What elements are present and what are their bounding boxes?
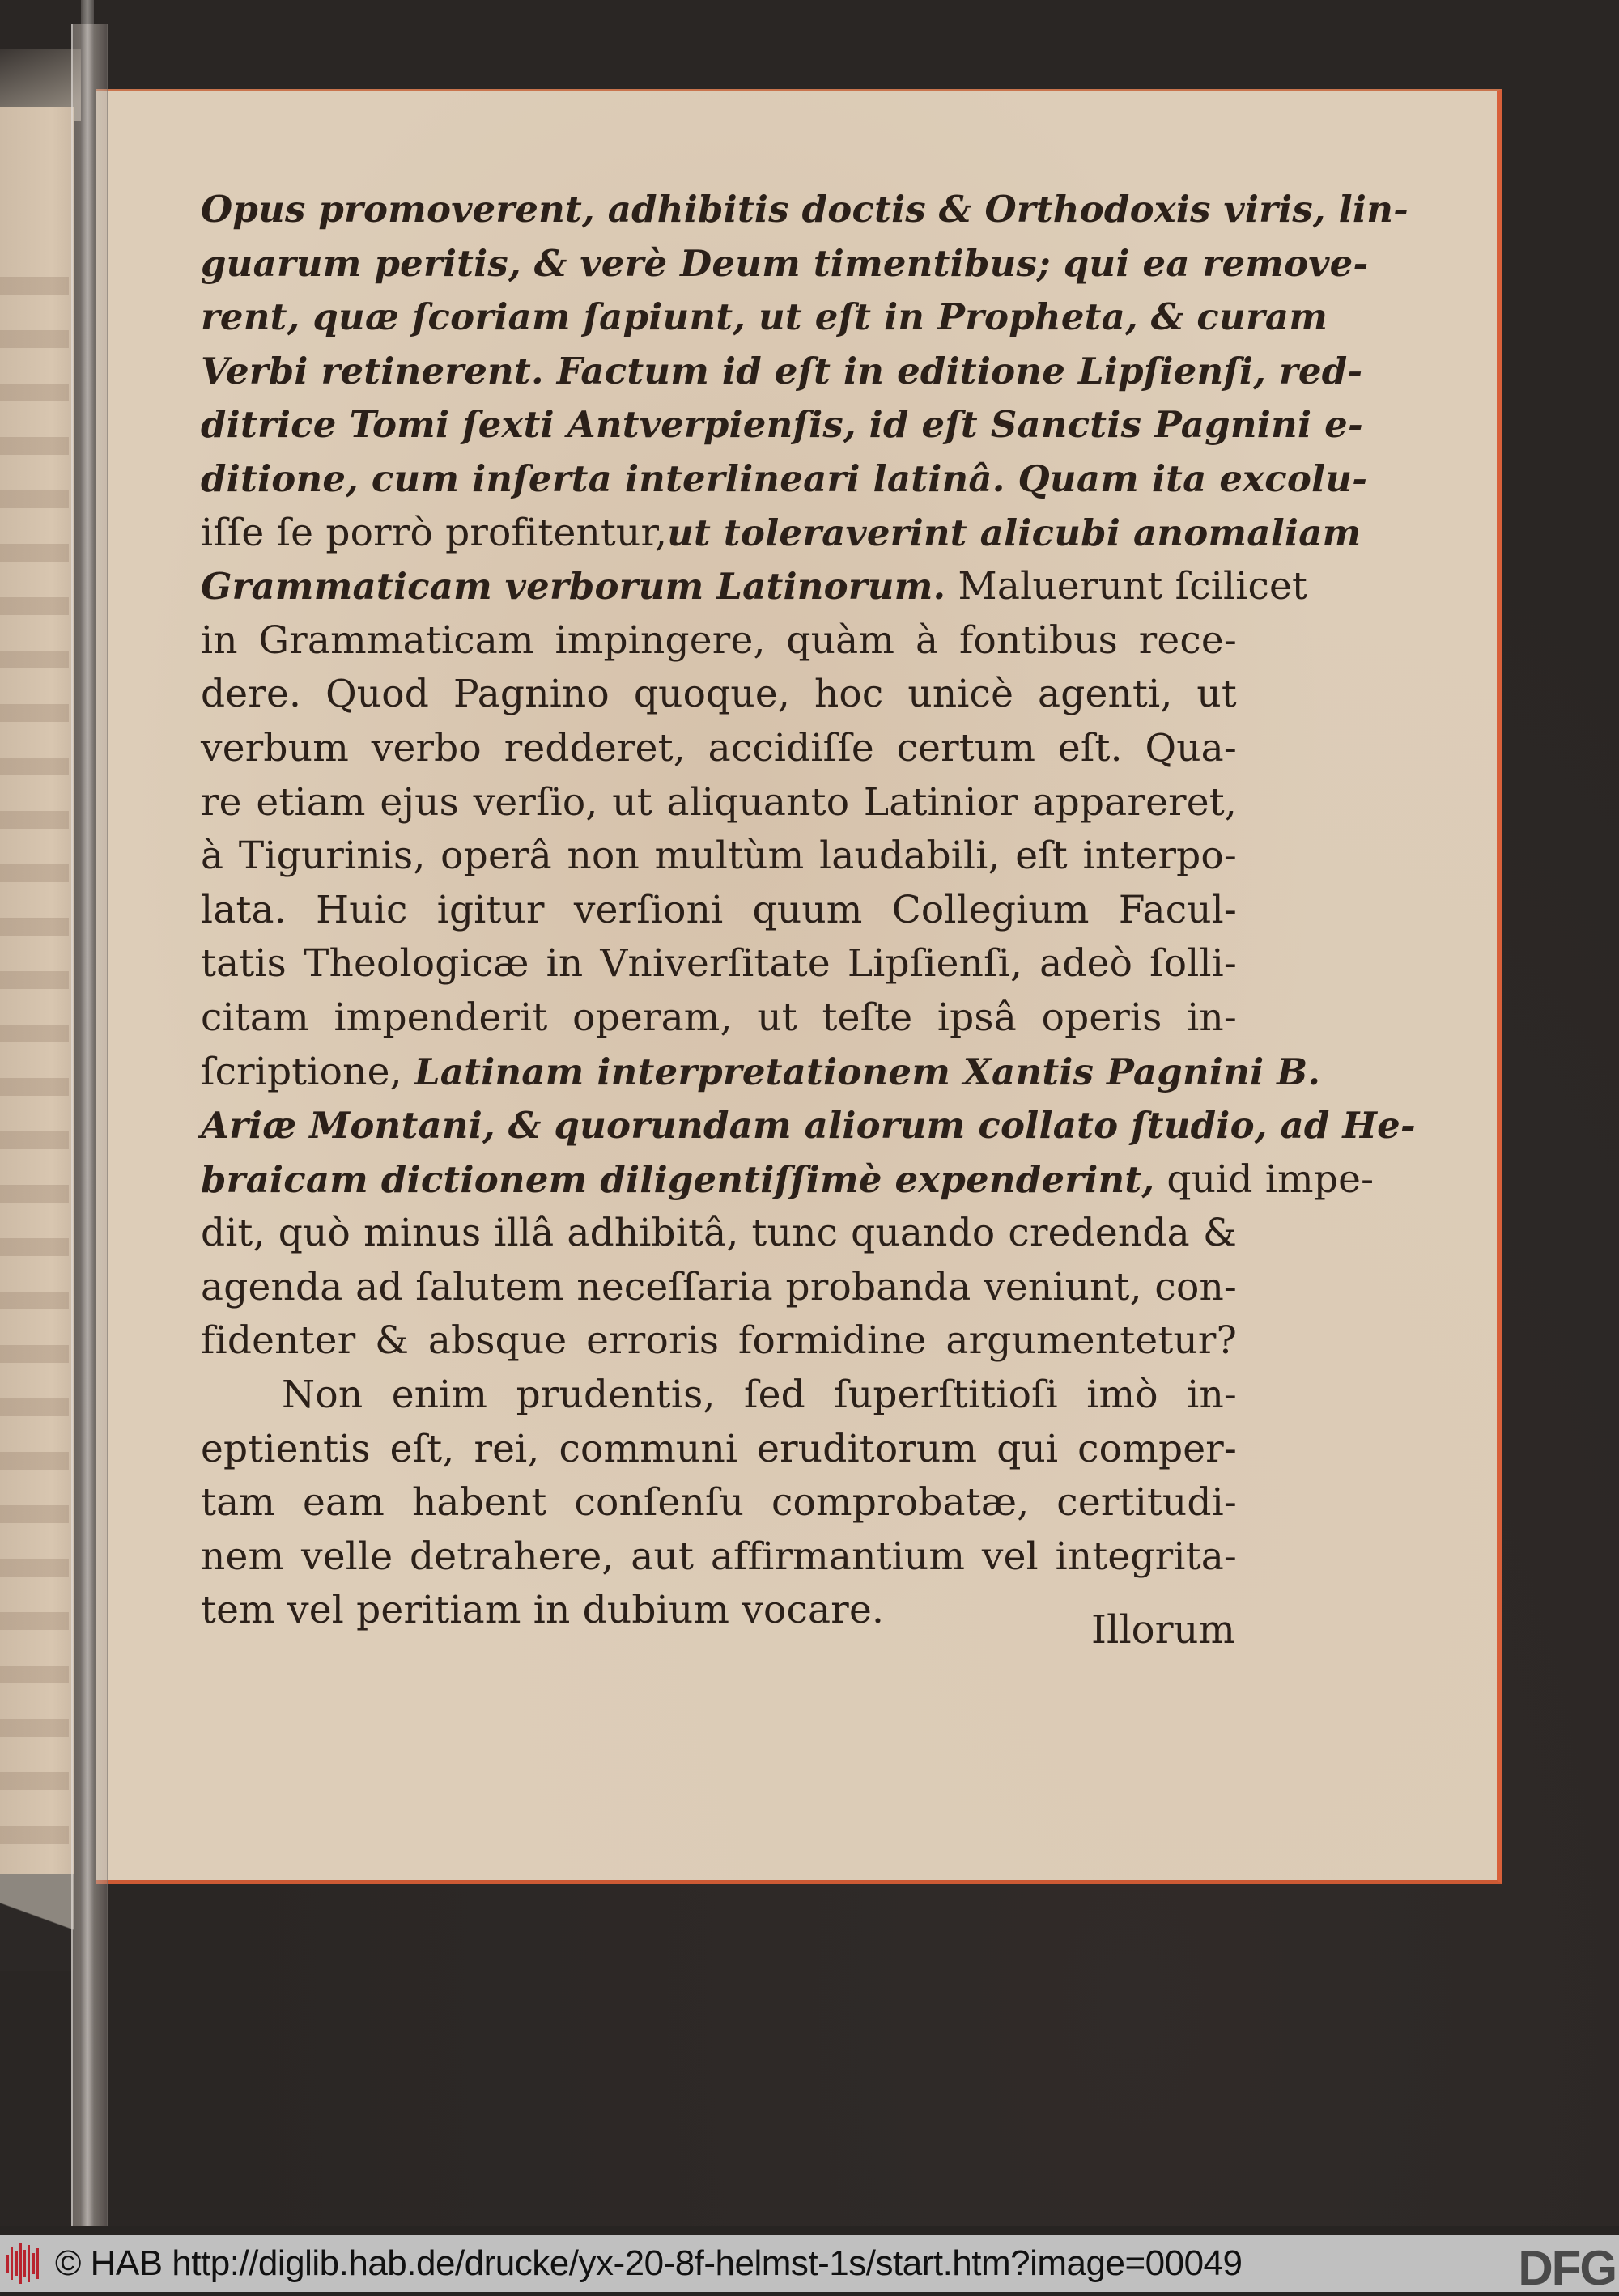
glass-rod xyxy=(81,0,94,2226)
text-line: guarum peritis, & verè Deum timentibus; qui ea remove- xyxy=(201,241,1369,285)
text-line: lata. Huic igitur verſioni quum Collegium Facul- xyxy=(201,887,1237,932)
text-line: in Grammaticam impingere, quàm à fontibus rece- xyxy=(201,618,1237,663)
catchword: Illorum xyxy=(1091,1607,1235,1653)
left-page-bottom-shadow xyxy=(0,1874,74,1971)
roman-run: quid impe- xyxy=(1154,1156,1375,1202)
roman-run: ſcriptione, xyxy=(201,1049,414,1094)
italic-run: Latinam interpretationem Xantis Pagnini B. xyxy=(414,1050,1321,1093)
text-line: re etiam ejus verſio, ut aliquanto Latinior appareret, xyxy=(201,779,1237,825)
left-facing-page xyxy=(0,107,74,1887)
text-line: nem velle detrahere, aut affirmantium vel integrita- xyxy=(201,1534,1237,1579)
text-line: Opus promoverent, adhibitis doctis & Orthodoxis viris, lin- xyxy=(201,188,1409,231)
text-line: dit, quò minus illâ adhibitâ, tunc quando credenda & xyxy=(201,1211,1237,1256)
left-page-show-through-text xyxy=(0,244,69,1944)
text-line: eptientis eſt, rei, communi eruditorum qui comper- xyxy=(201,1426,1237,1471)
text-line: rent, quæ ſcoriam ſapiunt, ut eſt in Propheta, & curam xyxy=(201,295,1328,339)
paragraph-start-line: Non enim prudentis, ſed ſuperſtitioſi imò in- xyxy=(282,1373,1237,1418)
text-line xyxy=(201,507,1362,561)
text-line: fidenter & absque erroris formidine argumentetur? xyxy=(201,1318,1237,1364)
text-line: ditrice Tomi ſexti Antverpienſis, id eſt Sanctis Pagnini e- xyxy=(201,403,1363,447)
footer-bar xyxy=(0,2235,1619,2295)
text-line: Ariæ Montani, & quorundam aliorum collato ſtudio, ad He- xyxy=(201,1104,1416,1148)
text-line: à Tigurinis, operâ non multùm laudabili, eſt interpo- xyxy=(201,834,1237,879)
text-line xyxy=(201,560,1308,614)
text-line: ditione, cum inſerta interlineari latinâ. Quam ita excolu- xyxy=(201,456,1368,500)
italic-run: Grammaticam verborum Latinorum. xyxy=(201,565,946,609)
text-line: verbum verbo redderet, accidiſſe certum eſt. Qua- xyxy=(201,725,1237,770)
page-text-block xyxy=(201,183,1416,1638)
italic-run: braicam dictionem diligentiſſimè expenderint, xyxy=(201,1157,1155,1201)
text-line: dere. Quod Pagnino quoque, hoc unicè agenti, ut xyxy=(201,672,1237,717)
roman-run: Maluerunt ſcilicet xyxy=(945,564,1308,609)
roman-run: iſſe ſe porrò profitentur, xyxy=(201,510,668,555)
text-line: tatis Theologicæ in Vniverſitate Lipſienſi, adeò ſolli- xyxy=(201,941,1237,987)
text-line: agenda ad ſalutem neceſſaria probanda veniunt, con- xyxy=(201,1264,1237,1309)
italic-run: ut toleraverint alicubi anomaliam xyxy=(667,511,1362,554)
text-line xyxy=(201,1046,1321,1100)
dfg-logo: DFG xyxy=(1518,2241,1616,2295)
text-line: citam impenderit operam, ut teſte ipsâ operis in- xyxy=(201,995,1237,1040)
hab-logo-icon xyxy=(6,2242,39,2285)
text-line: Verbi retinerent. Factum id eſt in editione Lipſienſi, red- xyxy=(201,349,1363,393)
copyright-url[interactable]: © HAB http://diglib.hab.de/drucke/yx-20-8f-helmst-1s/start.htm?image=00049 xyxy=(55,2243,1243,2283)
text-line: tem vel peritiam in dubium vocare. xyxy=(201,1588,885,1633)
text-line xyxy=(201,1153,1375,1207)
text-line: tam eam habent conſenſu comprobatæ, certitudi- xyxy=(201,1480,1237,1526)
